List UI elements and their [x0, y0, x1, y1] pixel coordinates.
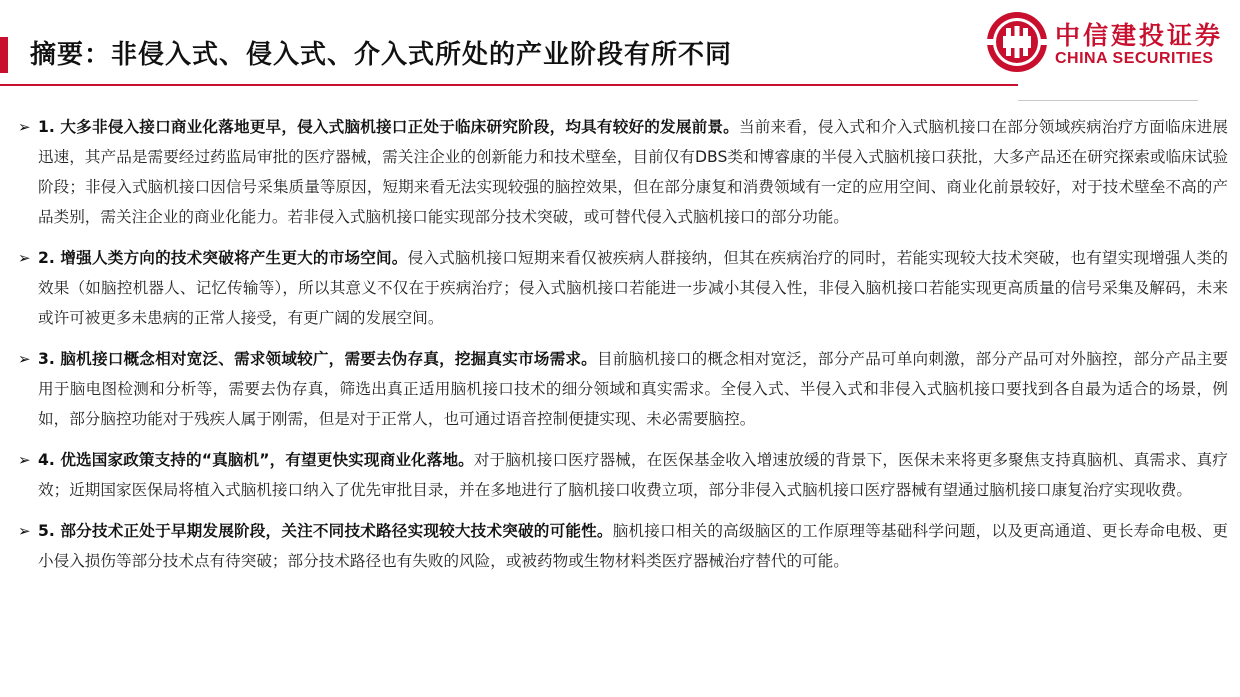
- logo-chinese-name: 中信建投证券: [1055, 21, 1224, 50]
- summary-paragraph: [38, 243, 1228, 333]
- arrow-bullet-icon: ➢: [18, 451, 31, 469]
- summary-item-3: [18, 344, 1228, 434]
- arrow-bullet-icon: ➢: [18, 118, 31, 136]
- summary-paragraph: [38, 112, 1228, 232]
- summary-heading: 4. 优选国家政策支持的“真脑机”，有望更快实现商业化落地。: [38, 451, 474, 469]
- citic-emblem-icon: [985, 10, 1049, 74]
- arrow-bullet-icon: ➢: [18, 350, 31, 368]
- summary-body: 目前脑机接口的概念相对宽泛，部分产品可单向刺激，部分产品可对外脑控，部分产品主要用于脑电图检测和分析等，需要去伪存真，筛选出真正适用脑机接口技术的细分领域和真实需求。全侵入式、半侵入式和非侵入式脑机接口要找到各自最为适合的场景，例如，部分脑控功能对于残疾人属于刚需，但是对于正常人，也可通过语音控制便捷实现、未必需要脑控。: [38, 350, 1228, 428]
- arrow-bullet-icon: ➢: [18, 522, 31, 540]
- arrow-bullet-icon: ➢: [18, 249, 31, 267]
- header-divider-red: [0, 84, 1018, 86]
- header-divider-gray: [1018, 100, 1198, 101]
- summary-body: 对于脑机接口医疗器械，在医保基金收入增速放缓的背景下，医保未来将更多聚焦支持真脑机、真需求、真疗效；近期国家医保局将植入式脑机接口纳入了优先审批目录，并在多地进行了脑机接口收费立项，部分非侵入式脑机接口医疗器械有望通过脑机接口康复治疗实现收费。: [38, 451, 1228, 499]
- summary-paragraph: [38, 516, 1228, 576]
- summary-item-4: [18, 445, 1228, 505]
- summary-heading: 2. 增强人类方向的技术突破将产生更大的市场空间。: [38, 249, 408, 267]
- logo-english-name: CHINA SECURITIES: [1055, 50, 1214, 67]
- summary-body: 侵入式脑机接口短期来看仅被疾病人群接纳，但其在疾病治疗的同时，若能实现较大技术突破，也有望实现增强人类的效果（如脑控机器人、记忆传输等），所以其意义不仅在于疾病治疗；侵入式脑机接口若能进一步减小其侵入性，非侵入脑机接口若能实现更高质量的信号采集及解码，未来或许可被更多未患病的正常人接受，有更广阔的发展空间。: [38, 249, 1228, 327]
- page-header: [0, 0, 1240, 100]
- summary-body: 脑机接口相关的高级脑区的工作原理等基础科学问题，以及更高通道、更长寿命电极、更小侵入损伤等部分技术点有待突破；部分技术路径也有失败的风险，或被药物或生物材料类医疗器械治疗替代的可能。: [38, 522, 1228, 570]
- summary-item-1: [18, 112, 1228, 232]
- summary-heading: 1. 大多非侵入接口商业化落地更早，侵入式脑机接口正处于临床研究阶段，均具有较好的发展前景。: [38, 118, 739, 136]
- summary-paragraph: [38, 445, 1228, 505]
- summary-body: 当前来看，侵入式和介入式脑机接口在部分领域疾病治疗方面临床进展迅速，其产品是需要经过药监局审批的医疗器械，需关注企业的创新能力和技术壁垒，目前仅有DBS类和博睿康的半侵入式脑机接口获批，大多产品还在研究探索或临床试验阶段；非侵入式脑机接口因信号采集质量等原因，短期来看无法实现较强的脑控效果，但在部分康复和消费领域有一定的应用空间、商业化前景较好，对于技术壁垒不高的产品类别，需关注企业的商业化能力。若非侵入式脑机接口能实现部分技术突破，或可替代侵入式脑机接口的部分功能。: [38, 118, 1228, 226]
- page-title: 摘要：非侵入式、侵入式、介入式所处的产业阶段有所不同: [30, 40, 733, 70]
- china-securities-logo: [985, 10, 1235, 80]
- summary-heading: 5. 部分技术正处于早期发展阶段，关注不同技术路径实现较大技术突破的可能性。: [38, 522, 613, 540]
- summary-heading: 3. 脑机接口概念相对宽泛、需求领域较广，需要去伪存真，挖掘真实市场需求。: [38, 350, 597, 368]
- summary-item-5: [18, 516, 1228, 576]
- summary-paragraph: [38, 344, 1228, 434]
- summary-item-2: [18, 243, 1228, 333]
- summary-list: [18, 112, 1228, 587]
- title-accent-bar: [0, 37, 8, 73]
